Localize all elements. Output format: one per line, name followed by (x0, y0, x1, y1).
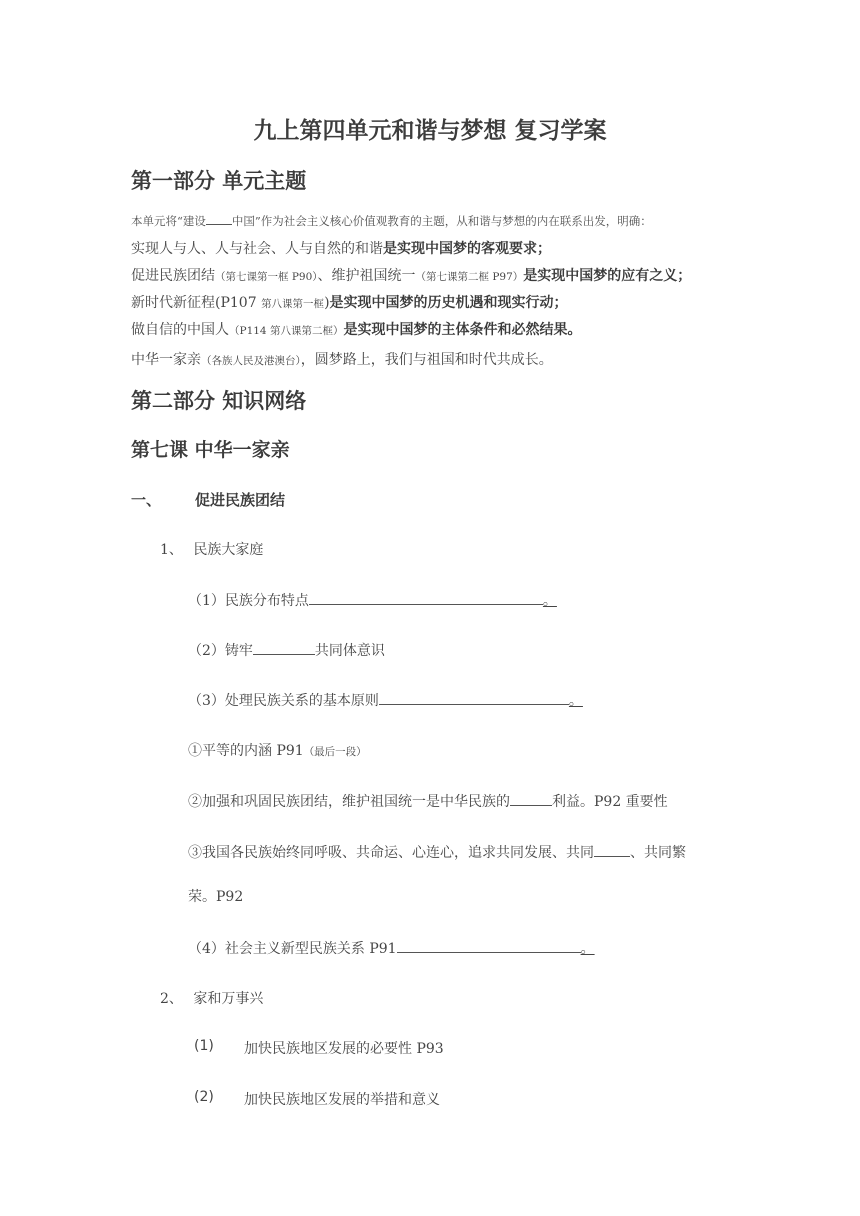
item-3 (188, 690, 583, 710)
item-3-end: 。 (568, 693, 583, 709)
theme-line-5 (131, 349, 553, 369)
theme-line-4-ref: （P114 第八课第二框） (229, 325, 344, 337)
circle-item-1-note: （最后一段） (303, 746, 367, 758)
theme-line-3 (131, 292, 568, 312)
theme-line-2-ref-2: （第七课第二框 P97） (415, 271, 524, 283)
subsection-2-number: 2、 (160, 991, 183, 1007)
item-3-label: （3）处理民族关系的基本原则 (188, 693, 379, 709)
theme-line-4-bold: 是实现中国梦的主体条件和必然结果。 (343, 322, 582, 338)
theme-line-2-text: 促进民族团结 (131, 268, 215, 284)
theme-line-1-text: 实现人与人、人与社会、人与自然的和谐 (131, 241, 383, 257)
blank-item-3[interactable] (379, 690, 569, 705)
blank-intro[interactable] (206, 210, 232, 225)
item-4 (188, 938, 595, 958)
circle-item-3-text: ③我国各民族始终同呼吸、共命运、心连心，追求共同发展、共同 (188, 845, 594, 861)
theme-line-3-text: 新时代新征程(P107 (131, 295, 262, 311)
blank-circle-2[interactable] (510, 791, 552, 806)
circle-item-3-cont: 荣。P92 (188, 889, 244, 905)
theme-line-5-text: 中华一家亲 (131, 352, 201, 368)
circle-item-2 (188, 791, 668, 811)
lesson-heading: 第七课 中华一家亲 (131, 439, 290, 461)
theme-line-2-text-2: 、维护祖国统一 (317, 268, 416, 284)
section-1-number: 一、 (131, 491, 162, 509)
theme-line-2-ref-1: （第七课第一框 P90） (215, 271, 318, 283)
item-1-label: （1）民族分布特点 (188, 593, 309, 609)
subsection-2-title: 家和万事兴 (193, 991, 264, 1007)
item-1 (188, 590, 557, 610)
blank-circle-3[interactable] (594, 842, 630, 857)
item-4-end: 。 (580, 941, 595, 957)
theme-line-3-paren: ) (324, 295, 330, 311)
theme-line-3-bold: 是实现中国梦的历史机遇和现实行动； (329, 295, 568, 311)
theme-line-1 (131, 238, 551, 258)
theme-line-4-text: 做自信的中国人 (131, 322, 229, 338)
theme-line-1-bold: 是实现中国梦的客观要求； (383, 241, 551, 257)
circle-item-1 (188, 740, 367, 760)
theme-line-2 (131, 265, 691, 285)
blank-item-4[interactable] (397, 938, 581, 953)
theme-line-3-ref: 第八课第一框 (261, 298, 325, 310)
theme-line-5-ref: （各族人民及港澳台） (201, 355, 301, 367)
intro-line (131, 210, 652, 229)
theme-line-2-bold: 是实现中国梦的应有之义； (523, 268, 692, 284)
circle-item-1-text: ①平等的内涵 P91 (188, 743, 304, 759)
circle-item-2-text-2: 利益。P92 重要性 (552, 794, 668, 810)
circle-item-3 (188, 842, 686, 862)
item-2 (188, 640, 385, 660)
numbered-item-2-text: 加快民族地区发展的举措和意义 (244, 1092, 440, 1108)
item-4-label: （4）社会主义新型民族关系 P91 (188, 941, 397, 957)
intro-text-a: 本单元将“建设 (131, 214, 206, 228)
item-2-label: （2）铸牢 (188, 643, 253, 659)
theme-line-4 (131, 319, 581, 339)
subsection-1-number: 1、 (160, 542, 183, 558)
numbered-item-1-number: (1) (194, 1038, 214, 1054)
theme-line-5-text-2: ，圆梦路上，我们与祖国和时代共成长。 (300, 352, 553, 368)
subsection-1-title: 民族大家庭 (193, 542, 264, 558)
document-title: 九上第四单元和谐与梦想 复习学案 (253, 118, 607, 144)
blank-item-1[interactable] (309, 590, 543, 605)
subsection-2 (160, 988, 263, 1008)
item-1-end: 。 (542, 593, 557, 609)
numbered-item-1-text: 加快民族地区发展的必要性 P93 (244, 1041, 444, 1057)
blank-item-2[interactable] (253, 640, 315, 655)
circle-item-2-text: ②加强和巩固民族团结，维护祖国统一是中华民族的 (188, 794, 510, 810)
part2-heading: 第二部分 知识网络 (131, 389, 307, 413)
numbered-item-2-number: (2) (194, 1089, 214, 1105)
section-1-title: 促进民族团结 (195, 491, 286, 509)
item-2-text: 共同体意识 (314, 643, 385, 659)
subsection-1 (160, 539, 263, 559)
intro-text-b: 中国”作为社会主义核心价值观教育的主题，从和谐与梦想的内在联系出发，明确： (231, 214, 652, 228)
part1-heading: 第一部分 单元主题 (131, 169, 307, 193)
circle-item-3-text-2: 、共同繁 (630, 845, 686, 861)
